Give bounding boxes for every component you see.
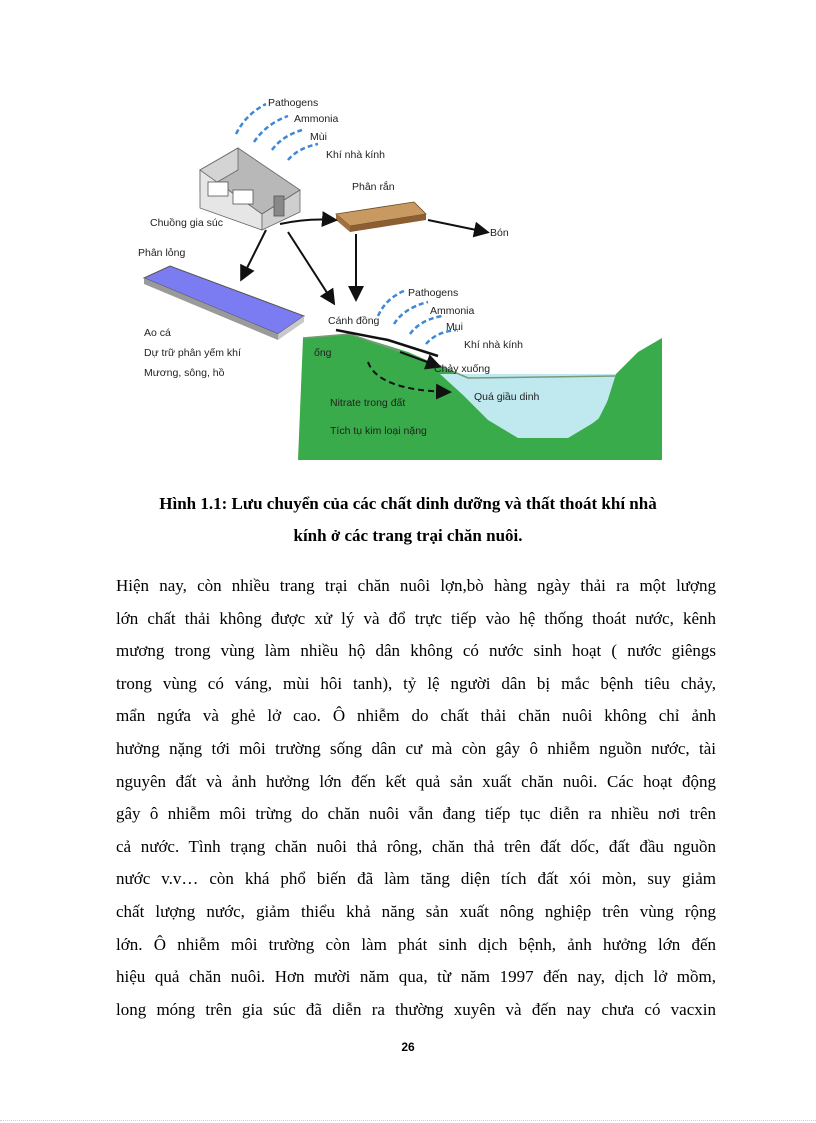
footer-rule	[0, 1120, 816, 1121]
arrow-to-solid	[280, 220, 334, 225]
arrow-to-field	[288, 232, 333, 302]
paragraph-line: nguyên đất và ảnh hưởng lớn đến kết quả sản xuất chăn nuôi. Các hoạt động	[116, 771, 716, 791]
label-du-tru: Dự trữ phân yếm khí	[144, 347, 241, 359]
paragraph-line: gây ô nhiễm môi trừng do chăn nuôi vẫn đang tiếp tục diễn ra nhiều nơi trên	[116, 804, 716, 824]
label-ong: ống	[314, 347, 332, 359]
solid-manure-icon	[336, 202, 426, 232]
paragraph-line: chất lượng nước, giảm thiểu khả năng sản xuất nông nghiệp trên vùng rộng	[116, 901, 716, 921]
label-mui-field: Mụi	[446, 321, 463, 333]
arrow-to-bon	[428, 220, 486, 232]
label-ammonia-barn: Ammonia	[294, 113, 339, 125]
label-tich-tu: Tích tụ kim loại nặng	[330, 425, 427, 437]
label-muong: Mương, sông, hồ	[144, 367, 225, 379]
paragraph-line: trong vùng có váng, mùi hôi tanh), tỷ lệ người dân bị mắc bệnh tiêu chảy,	[116, 673, 716, 693]
page-number: 26	[401, 1040, 415, 1054]
body-paragraph	[116, 570, 716, 1026]
caption-line-1: Hình 1.1: Lưu chuyển của các chất dinh dưỡng và thất thoát khí nhà	[159, 494, 657, 513]
figure-caption	[110, 488, 706, 552]
label-nitrate: Nitrate trong đất	[330, 397, 406, 409]
label-pathogens-barn: Pathogens	[268, 97, 319, 109]
paragraph-line: lớn chất thải không được xử lý và đổ trực tiếp vào hệ thống thoát nước, kênh	[116, 608, 716, 628]
arrow-to-pond	[242, 230, 266, 278]
label-ammonia-field: Ammonia	[430, 305, 475, 317]
paragraph-line: long móng trên gia súc đã diễn ra thường xuyên và đến nay chưa có vacxin	[116, 999, 716, 1019]
label-chay-xuong: Chảy xuống	[434, 363, 491, 375]
label-pathogens-field: Pathogens	[408, 287, 459, 299]
label-khi-barn: Khí nhà kính	[326, 149, 385, 161]
label-phan-long: Phân lỏng	[138, 247, 186, 259]
label-qua-giau: Quá giầu dinh	[474, 391, 540, 403]
paragraph-line: Hiện nay, còn nhiều trang trại chăn nuôi lợn,bò hàng ngày thải ra một lượng	[116, 576, 716, 595]
label-chuong: Chuồng gia súc	[150, 217, 223, 229]
paragraph-line: mương trong vùng làm nhiều hộ dân không có nước sinh hoạt ( nước giêngs	[116, 641, 716, 661]
paragraph-line: hưởng nặng tới môi trường sống dân cư mà còn gây ô nhiễm nguồn nước, tài	[116, 738, 716, 758]
label-khi-field: Khí nhà kính	[464, 339, 523, 351]
nutrient-flow-diagram	[138, 90, 662, 460]
paragraph-line: lớn. Ô nhiễm môi trường còn làm phát sinh dịch bệnh, ảnh hưởng lớn đến	[116, 934, 716, 954]
label-mui-barn: Mùi	[310, 131, 327, 143]
label-canh-dong: Cánh đồng	[328, 315, 380, 327]
label-phan-ran: Phân rắn	[352, 181, 395, 193]
caption-line-2: kính ở các trang trại chăn nuôi.	[293, 526, 523, 545]
paragraph-line: cả nước. Tình trạng chăn nuôi thả rông, chăn thả trên đất dốc, đất đầu nguồn	[116, 836, 716, 856]
paragraph-line: nước v.v… còn khá phổ biến đã làm tăng diện tích đất xói mòn, suy giảm	[116, 869, 716, 889]
label-ao-ca: Ao cá	[144, 327, 171, 339]
paragraph-line: hiệu quả chăn nuôi. Hơn mười năm qua, từ năm 1997 đến nay, dịch lở mồm,	[116, 967, 716, 987]
paragraph-line: mẩn ngứa và ghẻ lở cao. Ô nhiễm do chất thải chăn nuôi không chỉ ảnh	[116, 706, 716, 726]
label-bon: Bón	[490, 227, 509, 239]
